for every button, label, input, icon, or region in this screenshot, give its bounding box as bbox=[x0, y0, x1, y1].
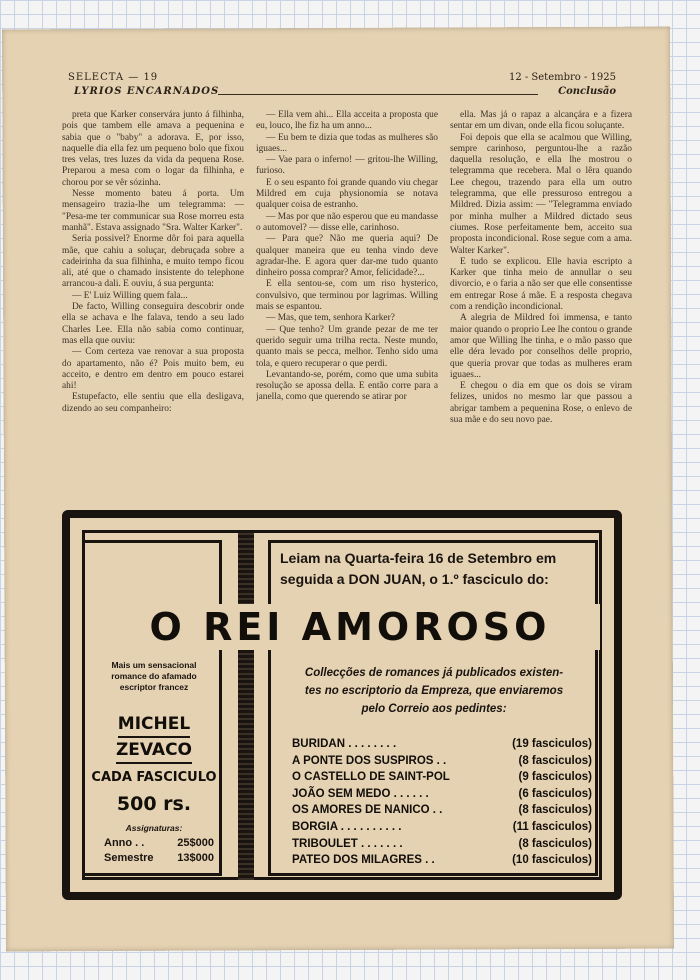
story-paragraph: E o seu espanto foi grande quando viu chegar Mildred em cuja physionomia se notava qualquer coisa de estranho. bbox=[256, 177, 438, 211]
header-rule bbox=[218, 94, 538, 95]
subscription-row bbox=[104, 836, 214, 851]
book-count: (19 fasciculos) bbox=[512, 738, 592, 750]
author-name bbox=[96, 712, 212, 764]
collections-line-3: pelo Correio aos pedintes: bbox=[361, 703, 507, 715]
section-label: Conclusão bbox=[558, 86, 616, 97]
story-paragraph: E tudo se explicou. Elle havia escripto a Karker que tinha meio de annullar o seu divorcio, e o faria a não ser que elle consentisse em entregar Rose á mãe. E a resposta chegava com a rendição incondicional. bbox=[450, 256, 632, 313]
story-paragraph: E chegou o dia em que os dois se viram felizes, unidos no mesmo lar que passou a abrigar tambem a pequenina Rose, o enlevo de sua mãe e do seu novo pae. bbox=[450, 381, 632, 426]
book-title: JOÃO SEM MEDO . . . . . . bbox=[292, 787, 429, 800]
page-header bbox=[68, 72, 616, 102]
story-paragraph: — Mas por que não esperou que eu mandasse o automovel? — disse elle, carinhoso. bbox=[256, 211, 438, 233]
story-paragraph: ella. Mas já o rapaz a alcançára e a fizera sentar em um divan, onde ella ficou soluçante. bbox=[450, 110, 632, 132]
book-row bbox=[292, 753, 592, 770]
ad-divider bbox=[238, 530, 254, 880]
book-row bbox=[292, 852, 592, 869]
subscription-period: Semestre bbox=[104, 852, 154, 864]
fascicle-price: 500 rs. bbox=[116, 793, 192, 815]
collections-line-2: tes no escriptorio da Empreza, que enviaremos bbox=[304, 685, 564, 697]
story-paragraph: preta que Karker conservára junto á filhinha, pois que tambem elle amava a pequenina e sabia que o "baby" a adorava. E, por isso, naquelle dia ella fez um pequeno bolo que fixou tres velas, tres luzes da vida da pequena Rose. Preparou a mesa com o logar da filhinha, e chorou por se vêr sózinha. bbox=[62, 110, 244, 188]
story-paragraph: Seria possivel? Enorme dôr foi para aquella mãe, que cahiu a soluçar, debruçada sobre a cadeirinha da sua filhinha, e muito tempo ficou ali, até que o chamado insistente do telephone arrancou-a dali. E ouviu, á sua pergunta: bbox=[62, 234, 244, 290]
author-first: MICHEL bbox=[118, 712, 190, 738]
story-paragraph: De facto, Willing conseguira descobrir onde ella se achava e lhe falava, tendo a seu lado Charles Lee. Ella não sabia como continuar, mas ella que ouviu: bbox=[62, 302, 244, 346]
collections-line-1: Collecções de romances já publicados existen- bbox=[304, 667, 564, 679]
subscription-price: 25$000 bbox=[177, 837, 214, 849]
subscriptions-list bbox=[104, 836, 214, 866]
book-title: PATEO DOS MILAGRES . . bbox=[292, 854, 435, 867]
text-column-2 bbox=[256, 110, 438, 500]
subscription-price: 13$000 bbox=[177, 852, 214, 864]
book-row bbox=[292, 802, 592, 819]
collections-note bbox=[278, 664, 590, 718]
story-paragraph: Estupefacto, elle sentiu que ella desligava, dizendo ao seu companheiro: bbox=[62, 392, 244, 414]
book-title: TRIBOULET . . . . . . . bbox=[292, 837, 403, 850]
announce-line-1: Leiam na Quarta-feira 16 de Setembro em bbox=[280, 550, 557, 566]
book-title: A PONTE DOS SUSPIROS . . bbox=[292, 754, 447, 767]
story-title: LYRIOS ENCARNADOS bbox=[74, 86, 220, 97]
book-row bbox=[292, 836, 592, 853]
author-last: ZEVACO bbox=[116, 738, 192, 764]
ad-title: O REI AMOROSO bbox=[100, 604, 600, 650]
book-count: (8 fasciculos) bbox=[518, 804, 592, 817]
book-title: O CASTELLO DE SAINT-POL bbox=[292, 771, 450, 784]
subscription-row bbox=[104, 851, 214, 866]
announce-line-2: seguida a DON JUAN, o 1.º fasciculo do: bbox=[280, 571, 549, 587]
book-count: (11 fasciculos) bbox=[512, 820, 592, 833]
text-column-3 bbox=[450, 110, 632, 500]
book-list bbox=[292, 736, 592, 869]
story-columns bbox=[62, 110, 632, 500]
ad-announcement bbox=[280, 548, 600, 590]
story-paragraph: — Mas, que tem, senhora Karker? bbox=[266, 313, 395, 324]
issue-date: 12 - Setembro - 1925 bbox=[508, 72, 616, 83]
book-row bbox=[292, 769, 592, 786]
story-paragraph: — Vae para o inferno! — gritou-lhe Willing, furioso. bbox=[256, 155, 438, 177]
book-count: (9 fasciculos) bbox=[518, 771, 592, 784]
book-title: BURIDAN . . . . . . . . bbox=[292, 738, 397, 750]
story-paragraph: Nesse momento bateu á porta. Um mensageiro trazia-lhe um telegramma: — "Pesa-me ter communicar sua Rose morreu esta manhã". Estava assignado "Sra. Walter Karker". bbox=[62, 189, 244, 233]
story-paragraph: Levantando-se, porém, como que uma subita resolução se apossa della. E então corre para a janella, como que querendo se atirar por bbox=[256, 369, 438, 403]
book-count: (8 fasciculos) bbox=[518, 837, 592, 850]
advertisement bbox=[62, 510, 622, 900]
subscription-period: Anno . . bbox=[104, 837, 145, 849]
story-paragraph: — E' Luiz Willing quem fala... bbox=[72, 290, 188, 301]
story-paragraph: — Que tenho? Um grande pezar de me ter querido seguir uma trilha recta. Neste mundo, quanto mais se pecca, melhor. Tenho sido uma tola, e quero recuperar o que perdi. bbox=[256, 324, 438, 369]
subscriptions-label: Assignaturas: bbox=[125, 823, 183, 833]
magazine-name: SELECTA — 19 bbox=[68, 72, 159, 83]
book-row bbox=[292, 786, 592, 803]
story-paragraph: — Com certeza vae renovar a sua proposta do apartamento, não é? Pois muito bem, eu acceito, e dentro em dentro em pouco estarei ahi! bbox=[62, 347, 244, 392]
book-title: BORGIA . . . . . . . . . . bbox=[292, 820, 402, 833]
fascicle-label: CADA FASCICULO bbox=[91, 770, 217, 785]
book-count: (8 fasciculos) bbox=[518, 754, 592, 767]
book-title: OS AMORES DE NANICO . . bbox=[292, 804, 443, 817]
story-paragraph: — Para que? Não me queria aqui? De qualquer maneira que eu tenha vindo deve agradar-lhe. E agora quer dar-me tudo quanto dinheiro possa comprar? Amor, felicidade?... bbox=[256, 234, 438, 279]
story-paragraph: — Ella vem ahi... Ella acceita a proposta que eu, louco, lhe fiz ha um anno... bbox=[256, 110, 438, 132]
text-column-1 bbox=[62, 110, 244, 500]
book-row bbox=[292, 736, 592, 753]
story-paragraph: E ella sentou-se, com um riso hysterico, convulsivo, que terminou por lagrimas. Willing mais se espantou. bbox=[256, 279, 438, 313]
story-paragraph: A alegria de Mildred foi immensa, e tanto maior quando o proprio Lee lhe contou o grande amor que Willing lhe tinha, e o mão passo que elle déra levado por conselhos delle proprio, que queria provar que todas as mulheres eram iguaes... bbox=[450, 313, 632, 380]
story-paragraph: Foi depois que ella se acalmou que Willing, sempre carinhoso, perguntou-lhe a razão daquella resolução, e ella lhe mostrou o telegramma que recebera. Mal o lêra quando Lee chegou, trazendo para ella um outro telegramma, que elle pressuroso entregou a Mildred. Dizia assim: — "Telegramma enviado por minha mulher a Mildred dictado seus ciumes. Rose perfeitamente bem, acceito sua proposta incondicional. Rose segue com a ama. Walter Karker". bbox=[450, 132, 632, 256]
novel-description: Mais um sensacional romance do afamado escriptor francez bbox=[111, 660, 197, 692]
book-count: (6 fasciculos) bbox=[518, 787, 592, 800]
book-count: (10 fasciculos) bbox=[512, 854, 592, 867]
book-row bbox=[292, 819, 592, 836]
story-paragraph: — Eu bem te dizia que todas as mulheres são iguaes... bbox=[256, 132, 438, 154]
